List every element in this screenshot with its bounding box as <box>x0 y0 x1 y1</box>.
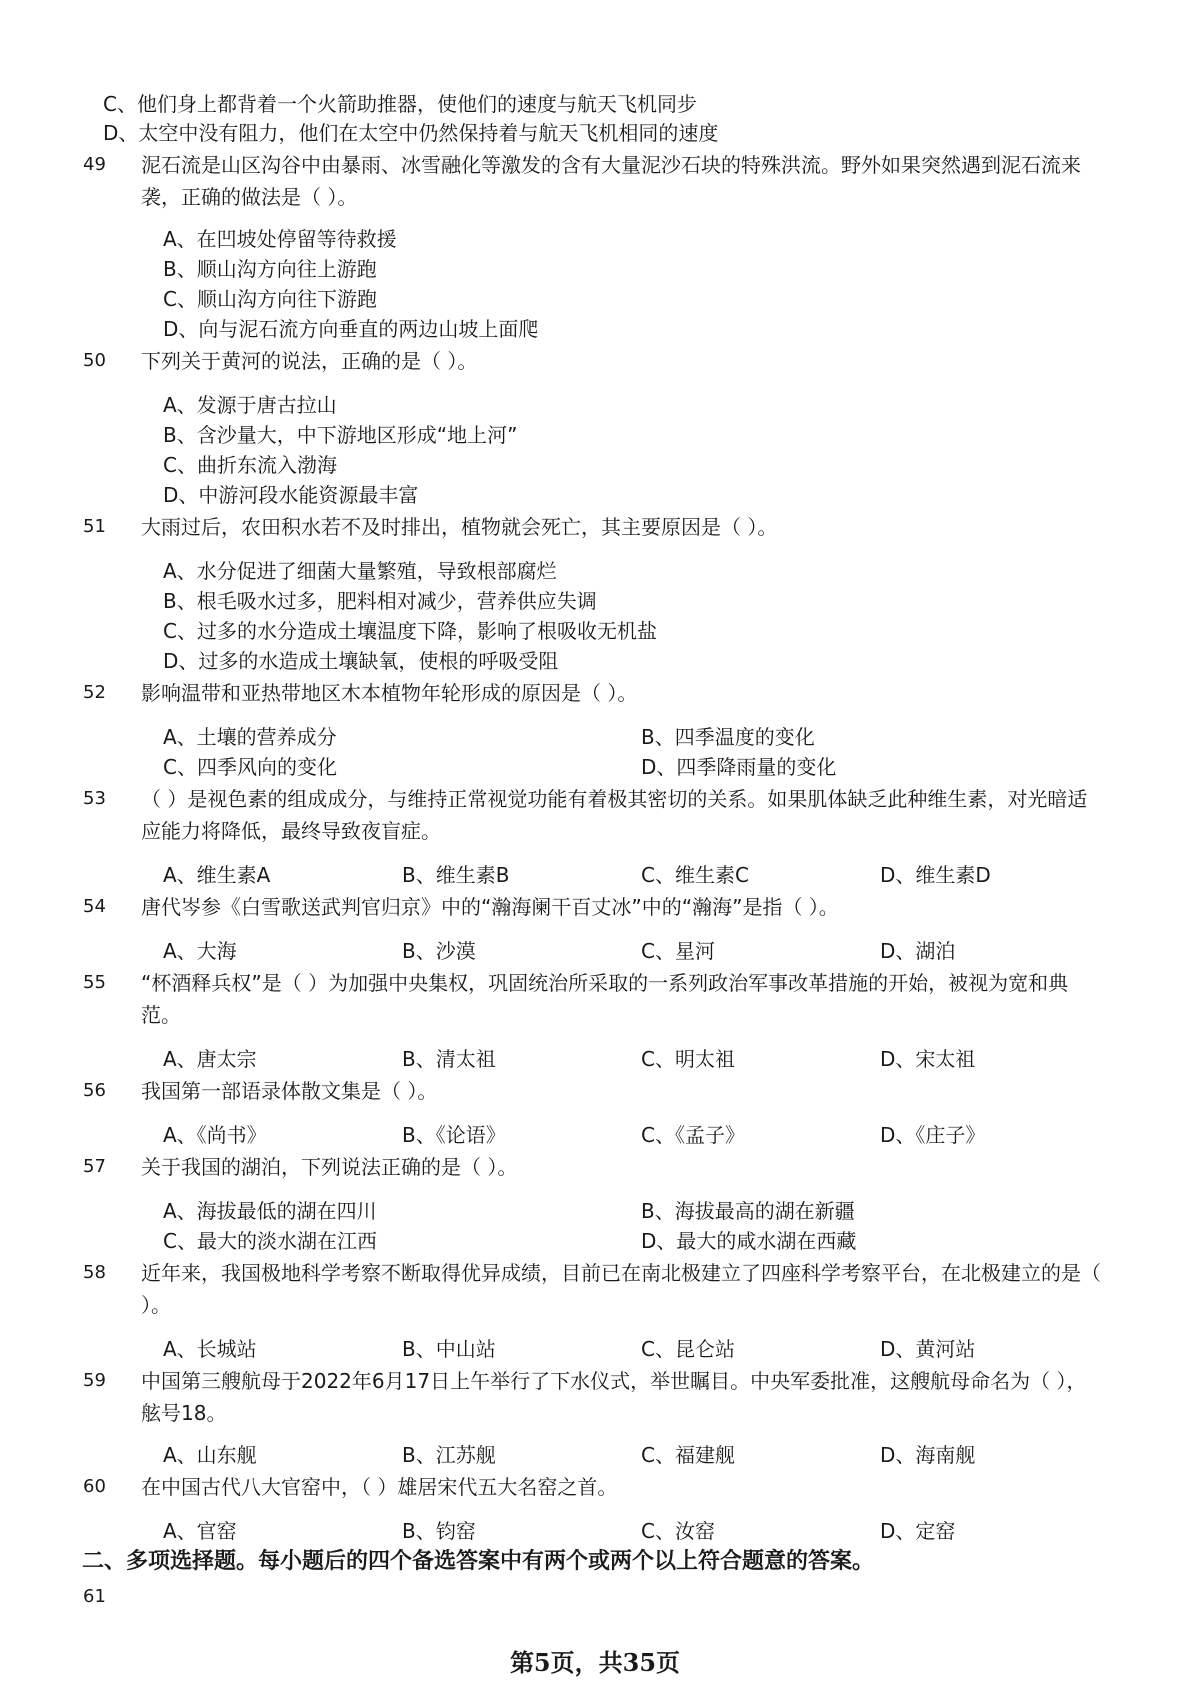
option-d: D、海南舰 <box>880 1443 976 1467</box>
option-d: D、黄河站 <box>880 1337 976 1361</box>
question-number: 55 <box>83 972 106 993</box>
option-a: A、维生素A <box>163 863 271 887</box>
option-b: B、含沙量大，中下游地区形成“地上河” <box>163 423 518 447</box>
option-d: D、《庄子》 <box>880 1123 986 1147</box>
option-a: A、海拔最低的湖在四川 <box>163 1199 377 1223</box>
option-a: A、《尚书》 <box>163 1123 267 1147</box>
question-text: 唐代岑参《白雪歌送武判官归京》中的“瀚海阑干百丈冰”中的“瀚海”是指（ ）。 <box>141 895 839 919</box>
option-b: B、中山站 <box>402 1337 496 1361</box>
question-text: 近年来，我国极地科学考察不断取得优异成绩，目前已在南北极建立了四座科学考察平台，在北极建立的是（ ）。 <box>141 1261 1101 1317</box>
option-d: D、湖泊 <box>880 939 956 963</box>
option-d: D、宋太祖 <box>880 1047 976 1071</box>
option-c: C、明太祖 <box>641 1047 735 1071</box>
question-text: 下列关于黄河的说法，正确的是（ ）。 <box>141 349 478 373</box>
question-number: 53 <box>83 788 106 809</box>
option-c: C、曲折东流入渤海 <box>163 453 337 477</box>
option-a: A、官窑 <box>163 1519 237 1543</box>
option-c: C、顺山沟方向往下游跑 <box>163 287 377 311</box>
question-number: 61 <box>83 1586 106 1607</box>
question-text: 我国第一部语录体散文集是（ ）。 <box>141 1079 438 1103</box>
option-c: C、维生素C <box>641 863 749 887</box>
option-d: D、中游河段水能资源最丰富 <box>163 483 419 507</box>
option-b: B、钧窑 <box>402 1519 476 1543</box>
question-text: 泥石流是山区沟谷中由暴雨、冰雪融化等激发的含有大量泥沙石块的特殊洪流。野外如果突然遇到泥石流来袭，正确的做法是（ ）。 <box>141 153 1081 209</box>
question-text: 影响温带和亚热带地区木本植物年轮形成的原因是（ ）。 <box>141 681 638 705</box>
option-d: D、向与泥石流方向垂直的两边山坡上面爬 <box>163 317 539 341</box>
option-b: B、四季温度的变化 <box>641 725 815 749</box>
option-d: D、维生素D <box>880 863 991 887</box>
question-number: 50 <box>83 350 106 371</box>
question-number: 51 <box>83 516 106 537</box>
option-a: A、在凹坡处停留等待救援 <box>163 227 397 251</box>
option-b: B、海拔最高的湖在新疆 <box>641 1199 855 1223</box>
question-number: 58 <box>83 1262 106 1283</box>
question-number: 54 <box>83 896 106 917</box>
question-text: “杯酒释兵权”是（ ）为加强中央集权，巩固统治所采取的一系列政治军事改革措施的开始，被视为宽和典范。 <box>141 971 1069 1027</box>
question-number: 49 <box>83 154 106 175</box>
question-text: 大雨过后，农田积水若不及时排出，植物就会死亡，其主要原因是（ ）。 <box>141 515 778 539</box>
prev-option-c: C、他们身上都背着一个火箭助推器，使他们的速度与航天飞机同步 <box>103 92 697 116</box>
question-number: 56 <box>83 1080 106 1101</box>
option-c: C、过多的水分造成土壤温度下降，影响了根吸收无机盐 <box>163 619 657 643</box>
option-b: B、维生素B <box>402 863 510 887</box>
question-number: 60 <box>83 1476 106 1497</box>
option-c: C、《孟子》 <box>641 1123 745 1147</box>
option-b: B、清太祖 <box>402 1047 496 1071</box>
option-a: A、山东舰 <box>163 1443 257 1467</box>
option-b: B、根毛吸水过多，肥料相对减少，营养供应失调 <box>163 589 597 613</box>
question-number: 52 <box>83 682 106 703</box>
option-b: B、顺山沟方向往上游跑 <box>163 257 377 281</box>
option-c: C、汝窑 <box>641 1519 715 1543</box>
question-text: （ ）是视色素的组成成分，与维持正常视觉功能有着极其密切的关系。如果肌体缺乏此种维生素，对光暗适应能力将降低，最终导致夜盲症。 <box>141 787 1088 843</box>
option-a: A、水分促进了细菌大量繁殖，导致根部腐烂 <box>163 559 557 583</box>
option-b: B、《论语》 <box>402 1123 506 1147</box>
option-a: A、唐太宗 <box>163 1047 257 1071</box>
option-d: D、过多的水造成土壤缺氧，使根的呼吸受阻 <box>163 649 559 673</box>
option-b: B、沙漠 <box>402 939 476 963</box>
question-text: 中国第三艘航母于2022年6月17日上午举行了下水仪式，举世瞩目。中央军委批准，这艘航母命名为（ ），舷号18。 <box>141 1369 1087 1425</box>
option-b: B、江苏舰 <box>402 1443 496 1467</box>
option-d: D、定窑 <box>880 1519 956 1543</box>
option-c: C、福建舰 <box>641 1443 735 1467</box>
option-c: C、四季风向的变化 <box>163 755 337 779</box>
option-d: D、四季降雨量的变化 <box>641 755 837 779</box>
option-c: C、星河 <box>641 939 715 963</box>
option-a: A、土壤的营养成分 <box>163 725 337 749</box>
question-number: 59 <box>83 1370 106 1391</box>
option-c: C、最大的淡水湖在江西 <box>163 1229 377 1253</box>
question-text: 关于我国的湖泊，下列说法正确的是（ ）。 <box>141 1155 518 1179</box>
question-number: 57 <box>83 1156 106 1177</box>
page-footer: 第5页，共35页 <box>509 1648 681 1677</box>
option-d: D、最大的咸水湖在西藏 <box>641 1229 857 1253</box>
option-a: A、大海 <box>163 939 237 963</box>
prev-option-d: D、太空中没有阻力，他们在太空中仍然保持着与航天飞机相同的速度 <box>103 121 719 145</box>
section-heading: 二、多项选择题。每小题后的四个备选答案中有两个或两个以上符合题意的答案。 <box>82 1549 875 1574</box>
option-c: C、昆仑站 <box>641 1337 735 1361</box>
option-a: A、发源于唐古拉山 <box>163 393 337 417</box>
option-a: A、长城站 <box>163 1337 257 1361</box>
question-text: 在中国古代八大官窑中，（ ）雄居宋代五大名窑之首。 <box>141 1475 618 1499</box>
